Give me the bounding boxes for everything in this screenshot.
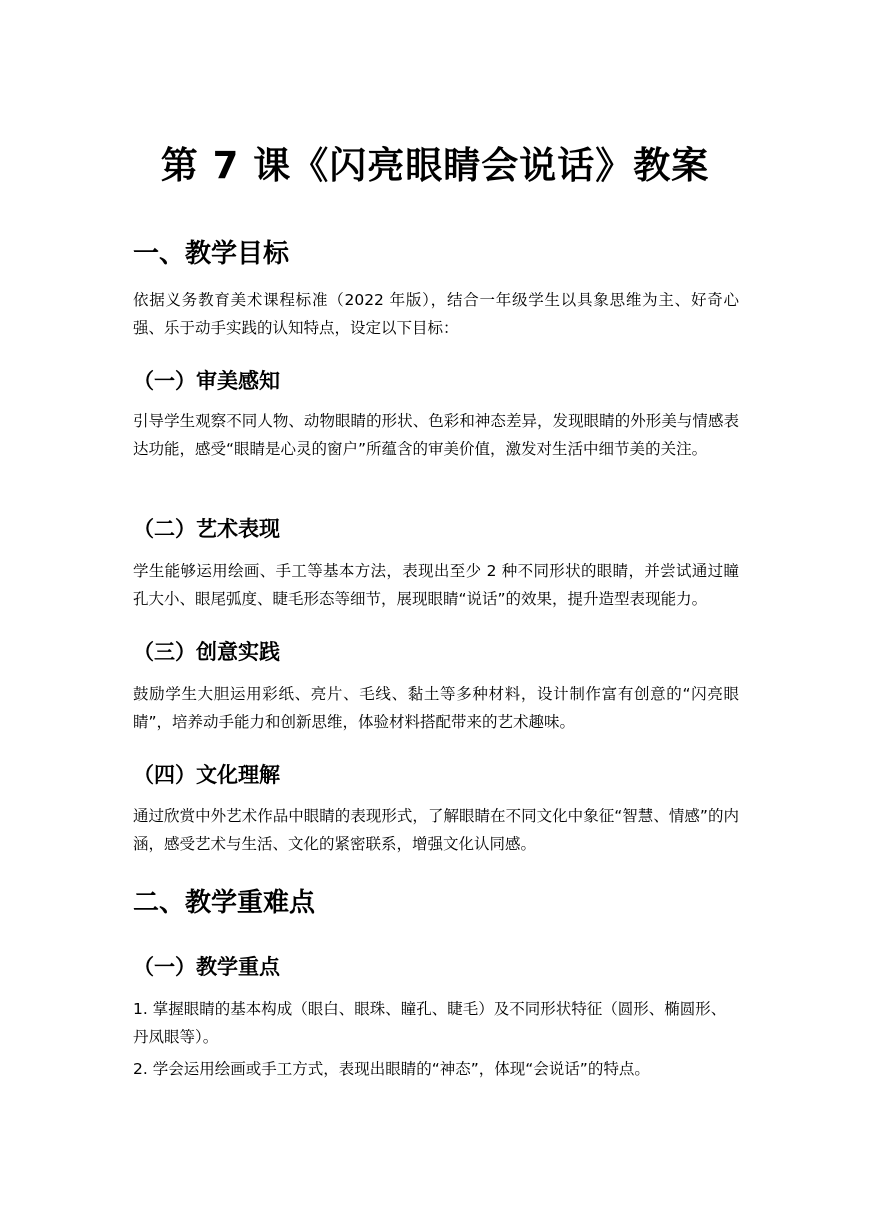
subsection-heading-creative-practice: （三）创意实践 [133, 640, 280, 664]
list-item: 1. 掌握眼睛的基本构成（眼白、眼珠、瞳孔、睫毛）及不同形状特征（圆形、椭圆形、丹凤眼等）。 [133, 1000, 727, 1046]
subsection-paragraph-creative-practice: 鼓励学生大胆运用彩纸、亮片、毛线、黏土等多种材料，设计制作富有创意的“闪亮眼睛”，培养动手能力和创新思维，体验材料搭配带来的艺术趣味。 [133, 685, 739, 731]
subsection-paragraph-artistic-expression: 学生能够运用绘画、手工等基本方法，表现出至少 2 种不同形状的眼睛，并尝试通过瞳孔大小、眼尾弧度、睫毛形态等细节，展现眼睛“说话”的效果，提升造型表现能力。 [133, 562, 739, 608]
subsection-heading-artistic-expression: （二）艺术表现 [133, 517, 280, 541]
subsection-heading-teaching-focus: （一）教学重点 [133, 955, 280, 979]
section-heading-teaching-goals: 一、教学目标 [133, 239, 290, 269]
subsection-heading-cultural-understanding: （四）文化理解 [133, 763, 280, 787]
list-item: 2. 学会运用绘画或手工方式，表现出眼睛的“神态”，体现“会说话”的特点。 [133, 1060, 650, 1078]
subsection-paragraph-cultural-understanding: 通过欣赏中外艺术作品中眼睛的表现形式，了解眼睛在不同文化中象征“智慧、情感”的内涵，感受艺术与生活、文化的紧密联系，增强文化认同感。 [133, 807, 739, 853]
section-intro-paragraph: 依据义务教育美术课程标准（2022 年版），结合一年级学生以具象思维为主、好奇心强、乐于动手实践的认知特点，设定以下目标： [133, 291, 739, 337]
document-title: 第 7 课《闪亮眼睛会说话》教案 [160, 144, 710, 187]
subsection-heading-aesthetic-perception: （一）审美感知 [133, 369, 280, 393]
subsection-paragraph-aesthetic-perception: 引导学生观察不同人物、动物眼睛的形状、色彩和神态差异，发现眼睛的外形美与情感表达功能，感受“眼睛是心灵的窗户”所蕴含的审美价值，激发对生活中细节美的关注。 [133, 412, 739, 458]
section-heading-key-difficulties: 二、教学重难点 [133, 888, 316, 918]
